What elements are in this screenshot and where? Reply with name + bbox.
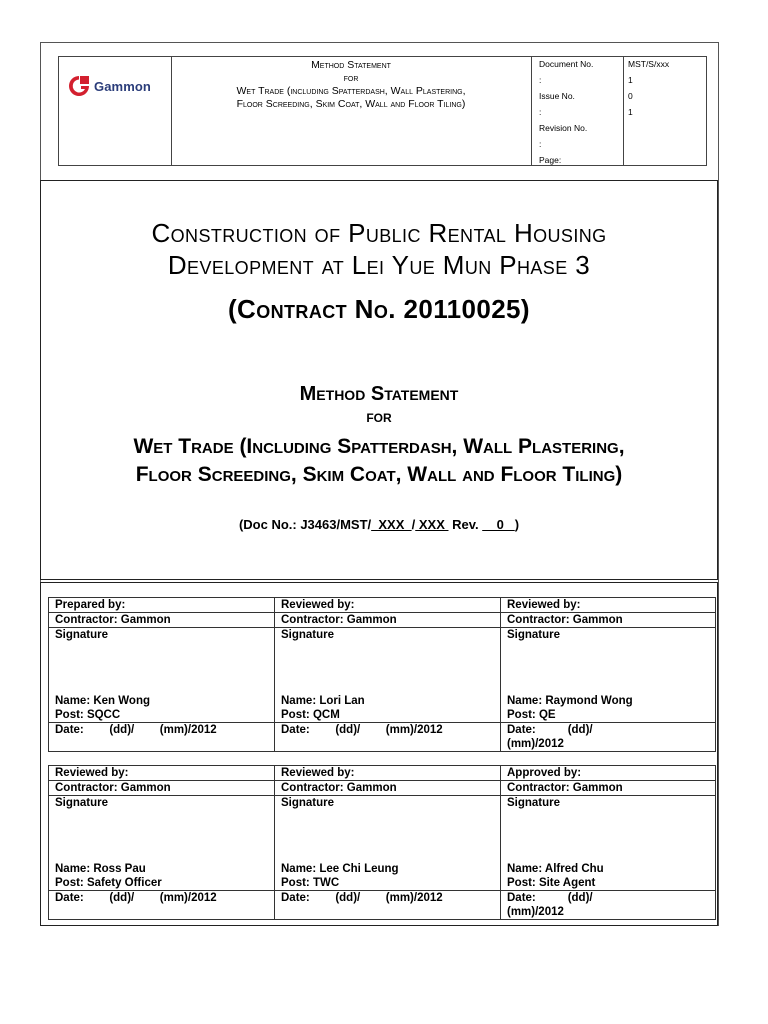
project-title-line2: Development at Lei Yue Mun Phase 3 bbox=[167, 250, 591, 280]
date-cell: Date: (dd)/ (mm)/2012 bbox=[49, 891, 275, 920]
signer-name: Name: Alfred Chu bbox=[507, 863, 604, 875]
signature-table-2 bbox=[48, 765, 716, 920]
colon: : bbox=[539, 75, 542, 85]
signature-label: Signature bbox=[281, 797, 335, 809]
colon: : bbox=[539, 107, 542, 117]
revision-no-value: 0 bbox=[628, 91, 633, 101]
method-statement-line2: Floor Screeding, Skim Coat, Wall and Floor Tiling) bbox=[135, 463, 623, 486]
date-cell: Date: (dd)/ (mm)/2012 bbox=[49, 723, 275, 752]
page-label: Page: bbox=[539, 155, 562, 165]
signer-post: Post: TWC bbox=[281, 877, 340, 889]
date-cell: Date: (dd)/ (mm)/2012 bbox=[275, 723, 501, 752]
revision-no-label: Revision No. bbox=[539, 123, 588, 133]
signer-name: Name: Raymond Wong bbox=[507, 695, 633, 707]
signer-post: Post: QE bbox=[507, 709, 556, 721]
contractor-cell: Contractor: Gammon bbox=[275, 613, 501, 628]
signature-block bbox=[501, 796, 716, 891]
header-subtitle-line1: Wet Trade (including Spatterdash, Wall Plastering, bbox=[236, 85, 466, 97]
role-cell: Reviewed by: bbox=[49, 766, 275, 781]
rev-value: 0 bbox=[482, 517, 515, 532]
role-cell: Prepared by: bbox=[49, 598, 275, 613]
signer-post: Post: Safety Officer bbox=[55, 877, 162, 889]
doc-no-part2: XXX bbox=[415, 517, 449, 532]
signer-post: Post: Site Agent bbox=[507, 877, 596, 889]
signature-block bbox=[49, 796, 275, 891]
signature-block bbox=[501, 628, 716, 723]
header-value-cell bbox=[623, 57, 706, 165]
doc-no-sep: / bbox=[411, 517, 416, 532]
colon: : bbox=[539, 139, 542, 149]
role-cell: Reviewed by: bbox=[275, 766, 501, 781]
logo-cell bbox=[59, 57, 172, 165]
gammon-logo-icon bbox=[68, 75, 90, 97]
header-title-cell bbox=[171, 57, 532, 165]
signature-block bbox=[49, 628, 275, 723]
contractor-cell: Contractor: Gammon bbox=[49, 613, 275, 628]
rev-label: Rev. bbox=[448, 517, 483, 532]
signer-name: Name: Lee Chi Leung bbox=[281, 863, 399, 875]
signature-label: Signature bbox=[507, 797, 561, 809]
signer-name: Name: Ross Pau bbox=[55, 863, 146, 875]
signer-post: Post: QCM bbox=[281, 709, 340, 721]
title-page-box bbox=[40, 180, 718, 580]
signer-name: Name: Lori Lan bbox=[281, 695, 365, 707]
signature-section bbox=[40, 582, 718, 926]
doc-no-suffix: ) bbox=[514, 517, 520, 532]
page-value: 1 bbox=[628, 107, 633, 117]
company-logo bbox=[68, 73, 168, 101]
contract-number: (Contract No. 20110025) bbox=[228, 294, 530, 324]
method-statement-title: Method Statement bbox=[299, 383, 459, 405]
signature-block bbox=[275, 628, 501, 723]
issue-no-label: Issue No. bbox=[539, 91, 575, 101]
doc-no-part1: XXX bbox=[371, 517, 412, 532]
document-no-value: MST/S/xxx bbox=[628, 59, 670, 69]
document-header bbox=[58, 56, 707, 166]
logo-text: Gammon bbox=[94, 79, 151, 94]
header-title: Method Statement bbox=[311, 59, 391, 71]
method-statement-line1: Wet Trade (Including Spatterdash, Wall Plastering, bbox=[133, 435, 625, 458]
role-cell: Approved by: bbox=[501, 766, 716, 781]
date-cell: Date: (dd)/ (mm)/2012 bbox=[501, 723, 716, 752]
signature-label: Signature bbox=[507, 629, 561, 641]
date-cell: Date: (dd)/ (mm)/2012 bbox=[275, 891, 501, 920]
signature-table-1 bbox=[48, 597, 716, 752]
contractor-cell: Contractor: Gammon bbox=[49, 781, 275, 796]
signature-label: Signature bbox=[281, 629, 335, 641]
doc-number-line bbox=[41, 517, 717, 532]
contractor-cell: Contractor: Gammon bbox=[501, 613, 716, 628]
contractor-cell: Contractor: Gammon bbox=[501, 781, 716, 796]
method-statement-for: for bbox=[366, 407, 392, 426]
doc-no-prefix: (Doc No.: J3463/MST/ bbox=[238, 517, 372, 532]
signature-block bbox=[275, 796, 501, 891]
signature-label: Signature bbox=[55, 797, 109, 809]
role-cell: Reviewed by: bbox=[501, 598, 716, 613]
role-cell: Reviewed by: bbox=[275, 598, 501, 613]
signer-post: Post: SQCC bbox=[55, 709, 121, 721]
project-title-line1: Construction of Public Rental Housing bbox=[151, 218, 607, 248]
header-for: for bbox=[343, 72, 359, 84]
header-subtitle-line2: Floor Screeding, Skim Coat, Wall and Floor Tiling) bbox=[236, 98, 466, 110]
signer-name: Name: Ken Wong bbox=[55, 695, 150, 707]
signature-label: Signature bbox=[55, 629, 109, 641]
document-no-label: Document No. bbox=[539, 59, 594, 69]
issue-no-value: 1 bbox=[628, 75, 633, 85]
date-cell: Date: (dd)/ (mm)/2012 bbox=[501, 891, 716, 920]
contractor-cell: Contractor: Gammon bbox=[275, 781, 501, 796]
header-label-cell bbox=[531, 57, 624, 165]
